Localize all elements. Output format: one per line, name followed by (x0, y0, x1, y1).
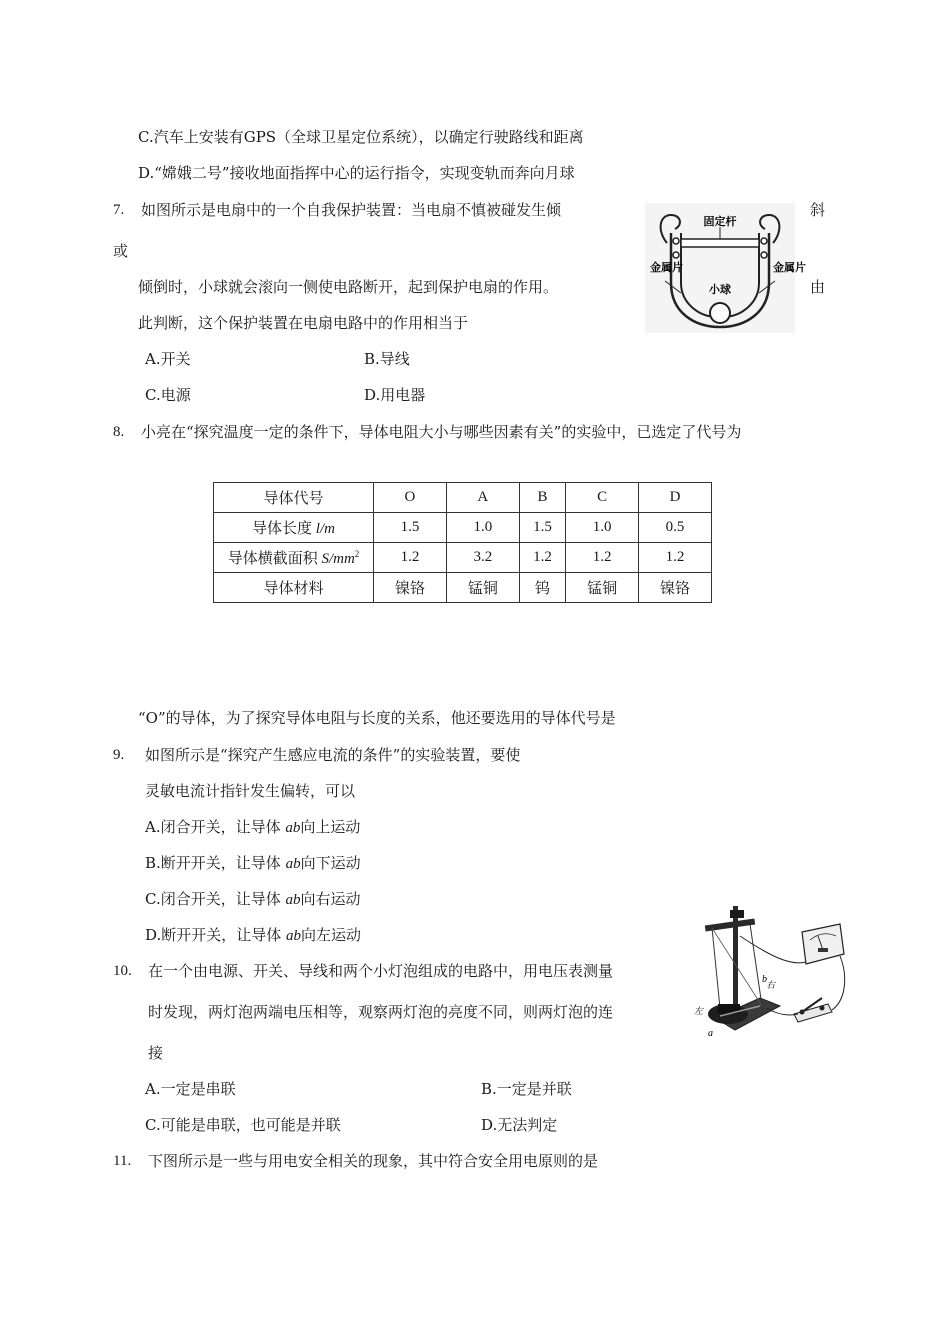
q10-option-b: B.一定是并联 (481, 1080, 572, 1098)
q10-stem-line2: 时发现，两灯泡两端电压相等，观察两灯泡的亮度不同，则两灯泡的连 (148, 1003, 614, 1021)
table-cell: 1.2 (519, 543, 565, 573)
q7-stem-wrap: 或 (113, 242, 129, 260)
label-ball: 小球 (709, 283, 731, 296)
table-cell: A (446, 483, 519, 513)
table-cell: 锰铜 (446, 573, 519, 603)
q11-number: 11. (113, 1153, 132, 1169)
table-cell: 1.5 (519, 513, 565, 543)
table-cell: 0.5 (639, 513, 712, 543)
table-cell: 锰铜 (566, 573, 639, 603)
q6-option-c: C.汽车上安装有GPS（全球卫星定位系统），以确定行驶路线和距离 (138, 128, 584, 146)
q7-stem-line1: 如图所示是电扇中的一个自我保护装置：当电扇不慎被碰发生倾 (141, 201, 562, 219)
table-cell: D (639, 483, 712, 513)
table-row (214, 543, 712, 573)
q10-stem-line1: 在一个由电源、开关、导线和两个小灯泡组成的电路中，用电压表测量 (148, 962, 614, 980)
induction-apparatus-figure (690, 896, 850, 1038)
table-row (214, 573, 712, 603)
table-cell: 1.2 (639, 543, 712, 573)
table-cell: 1.0 (566, 513, 639, 543)
table-cell: 1.2 (566, 543, 639, 573)
q11-stem-line1: 下图所示是一些与用电安全相关的现象，其中符合安全用电原则的是 (148, 1152, 599, 1170)
table-cell: B (519, 483, 565, 513)
conductor-table (213, 482, 712, 603)
q7-stem-line2: 倾倒时，小球就会滚向一侧使电路断开，起到保护电扇的作用。 (138, 278, 559, 296)
q7-stem-line3: 此判断，这个保护装置在电扇电路中的作用相当于 (138, 314, 469, 332)
table-header-area: 导体横截面积 $S/mm^2$ (214, 543, 374, 573)
q7-option-b: B.导线 (364, 350, 410, 368)
table-cell: 3.2 (446, 543, 519, 573)
table-cell: 镍铬 (374, 573, 447, 603)
label-b: b (762, 974, 767, 985)
table-header-material: 导体材料 (214, 573, 374, 603)
table-cell: 钨 (519, 573, 565, 603)
q9-stem-line1: 如图所示是“探究产生感应电流的条件”的实验装置，要使 (145, 746, 521, 764)
q10-stem-line3: 接 (148, 1044, 164, 1062)
q9-stem-line2: 灵敏电流计指针发生偏转，可以 (145, 782, 356, 800)
label-fixed-rod: 固定杆 (703, 215, 737, 228)
q7-option-a: A.开关 (145, 350, 191, 368)
table-row (214, 513, 712, 543)
table-row (214, 483, 712, 513)
q7-number: 7. (113, 202, 125, 218)
table-cell: C (566, 483, 639, 513)
q9-option-c: C.闭合开关，让导体 ab向右运动 (145, 890, 361, 908)
q8-number: 8. (113, 424, 125, 440)
q9-option-d: D.断开开关，让导体 ab向左运动 (145, 926, 362, 944)
label-metal-right: 金属片 (773, 261, 806, 274)
table-cell: 1.2 (374, 543, 447, 573)
q6-option-d: D.“嫦娥二号”接收地面指挥中心的运行指令，实现变轨而奔向月球 (138, 164, 575, 182)
q9-number: 9. (113, 747, 125, 763)
q8-stem-line1: 小亮在“探究温度一定的条件下，导体电阻大小与哪些因素有关”的实验中，已选定了代号为 (141, 423, 742, 441)
table-header-length: 导体长度 l/m (214, 513, 374, 543)
q10-number: 10. (113, 963, 132, 979)
q7-stem-line1-end: 斜 (810, 201, 826, 219)
protection-device-figure (645, 203, 806, 333)
q10-option-d: D.无法判定 (481, 1116, 558, 1134)
table-cell: 镍铬 (639, 573, 712, 603)
label-a: a (708, 1028, 713, 1039)
label-right: 右 (766, 980, 776, 990)
table-cell: O (374, 483, 447, 513)
q7-stem-line2-end: 由 (810, 278, 826, 296)
table-header-code: 导体代号 (214, 483, 374, 513)
q7-option-c: C.电源 (145, 386, 191, 404)
label-metal-left: 金属片 (650, 261, 683, 274)
q9-option-b: B.断开开关，让导体 ab向下运动 (145, 854, 361, 872)
q10-option-c: C.可能是串联，也可能是并联 (145, 1116, 341, 1134)
q10-option-a: A.一定是串联 (145, 1080, 236, 1098)
q8-stem-line2: “O”的导体，为了探究导体电阻与长度的关系，他还要选用的导体代号是 (138, 709, 616, 727)
q7-option-d: D.用电器 (364, 386, 426, 404)
q9-option-a: A.闭合开关，让导体 ab向上运动 (145, 818, 361, 836)
table-cell: 1.0 (446, 513, 519, 543)
table-cell: 1.5 (374, 513, 447, 543)
label-left: 左 (694, 1006, 704, 1016)
